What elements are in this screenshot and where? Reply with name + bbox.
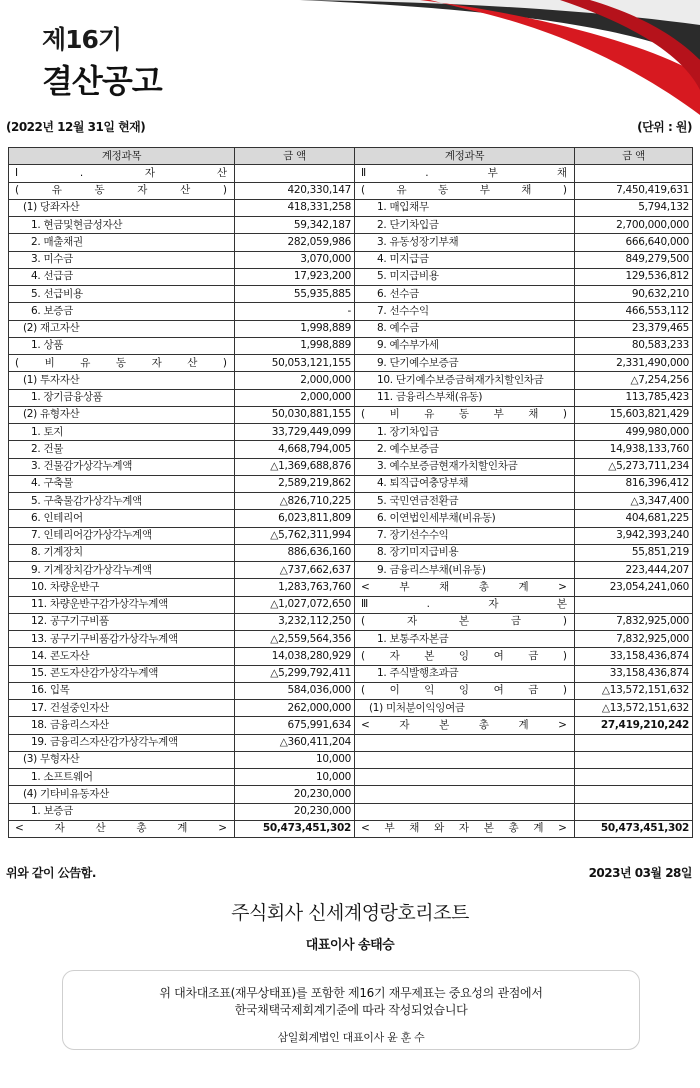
- account-label-right: [355, 458, 575, 475]
- amount-left: 50,473,451,302: [235, 820, 355, 837]
- audit-line-2: 한국채택국제회계기준에 따라 작성되었습니다: [234, 1003, 468, 1017]
- amount-left: 584,036,000: [235, 682, 355, 699]
- account-label-left: [9, 355, 235, 372]
- amount-right: 223,444,207: [575, 562, 693, 579]
- account-label-right: [355, 217, 575, 234]
- amount-left: 2,000,000: [235, 389, 355, 406]
- amount-left: 420,330,147: [235, 182, 355, 199]
- account-label-left: [9, 562, 235, 579]
- table-row: [9, 734, 693, 751]
- company-name: 주식회사 신세계영랑호리조트: [231, 902, 469, 924]
- account-label-left: [9, 406, 235, 423]
- table-body: [9, 165, 693, 838]
- ceo-name: 대표이사 송태승: [305, 938, 395, 953]
- amount-right: △13,572,151,632: [575, 700, 693, 717]
- amount-left: 4,668,794,005: [235, 441, 355, 458]
- audit-line-1: 위 대차대조표(재무상태표)를 포함한 제16기 재무제표는 중요성의 관점에서: [159, 986, 543, 1000]
- account-label-text: 19. 금융리스자산감가상각누계액: [31, 736, 178, 749]
- table-row: [9, 751, 693, 768]
- account-label-left: [9, 320, 235, 337]
- account-label-left: [9, 441, 235, 458]
- amount-right: [575, 596, 693, 613]
- account-label-text: < 부 채 총 계 >: [361, 580, 567, 593]
- table-row: [9, 527, 693, 544]
- account-label-text: 9. 기계장치감가상각누계액: [31, 563, 152, 576]
- amount-left: 3,232,112,250: [235, 613, 355, 630]
- account-label-left: [9, 165, 235, 182]
- account-label-left: [9, 751, 235, 768]
- table-row: [9, 631, 693, 648]
- account-label-right: [355, 493, 575, 510]
- account-label-left: [9, 734, 235, 751]
- amount-left: 50,030,881,155: [235, 406, 355, 423]
- account-label-right: [355, 665, 575, 682]
- amount-right: 2,331,490,000: [575, 355, 693, 372]
- account-label-left: [9, 372, 235, 389]
- account-label-left: [9, 475, 235, 492]
- amount-left: △360,411,204: [235, 734, 355, 751]
- account-label-text: 2. 건물: [31, 442, 64, 455]
- account-label-right: [355, 268, 575, 285]
- amount-left: -: [235, 303, 355, 320]
- amount-left: 1,998,889: [235, 320, 355, 337]
- account-label-left: [9, 596, 235, 613]
- account-label-text: ( 비 유 동 부 채 ): [361, 408, 567, 421]
- account-label-text: 15. 콘도자산감가상각누계액: [31, 667, 159, 680]
- table-row: [9, 337, 693, 354]
- account-label-text: 6. 인테리어: [31, 511, 83, 524]
- account-label-right: [355, 234, 575, 251]
- table-row: [9, 717, 693, 734]
- account-label-left: [9, 510, 235, 527]
- account-label-text: 6. 이연법인세부채(비유동): [377, 511, 496, 524]
- account-label-left: [9, 700, 235, 717]
- account-label-left: [9, 579, 235, 596]
- table-row: [9, 648, 693, 665]
- account-label-left: [9, 424, 235, 441]
- account-label-right: [355, 182, 575, 199]
- account-label-right: [355, 251, 575, 268]
- amount-left: △1,369,688,876: [235, 458, 355, 475]
- table-row: [9, 510, 693, 527]
- table-row: [9, 303, 693, 320]
- amount-right: 23,379,465: [575, 320, 693, 337]
- amount-left: 14,038,280,929: [235, 648, 355, 665]
- account-label-right: [355, 700, 575, 717]
- account-label-right: [355, 751, 575, 768]
- account-label-text: 3. 미수금: [31, 253, 73, 266]
- account-label-text: 7. 장기선수수익: [377, 529, 449, 542]
- account-label-left: [9, 268, 235, 285]
- account-label-text: < 부 채 와 자 본 총 계 >: [361, 822, 567, 835]
- amount-left: 1,998,889: [235, 337, 355, 354]
- account-label-left: [9, 631, 235, 648]
- account-label-left: [9, 458, 235, 475]
- amount-left: 1,283,763,760: [235, 579, 355, 596]
- amount-left: 55,935,885: [235, 286, 355, 303]
- amount-right: [575, 769, 693, 786]
- account-label-text: 5. 미지급비용: [377, 270, 439, 283]
- account-label-right: [355, 820, 575, 837]
- account-label-left: [9, 717, 235, 734]
- account-label-right: [355, 303, 575, 320]
- balance-sheet-table: [8, 147, 693, 838]
- account-label-right: [355, 389, 575, 406]
- account-label-left: [9, 613, 235, 630]
- table-row: [9, 596, 693, 613]
- account-label-right: [355, 199, 575, 216]
- amount-left: 262,000,000: [235, 700, 355, 717]
- account-label-text: 16. 입목: [31, 684, 70, 697]
- unit-label: (단위 : 원): [637, 120, 692, 134]
- amount-right: 113,785,423: [575, 389, 693, 406]
- account-label-text: 14. 콘도자산: [31, 649, 90, 662]
- account-label-text: 5. 선급비용: [31, 287, 83, 300]
- account-label-text: 5. 구축물감가상각누계액: [31, 494, 142, 507]
- account-label-text: 2. 예수보증금: [377, 442, 439, 455]
- account-label-text: < 자 본 총 계 >: [361, 718, 567, 731]
- table-row: [9, 458, 693, 475]
- amount-right: △7,254,256: [575, 372, 693, 389]
- account-label-left: [9, 803, 235, 820]
- account-label-left: [9, 286, 235, 303]
- account-label-text: ( 자 본 금 ): [361, 615, 567, 628]
- account-label-text: 9. 단기예수보증금: [377, 356, 459, 369]
- amount-right: 33,158,436,874: [575, 648, 693, 665]
- account-label-left: [9, 682, 235, 699]
- account-label-right: [355, 424, 575, 441]
- amount-left: △2,559,564,356: [235, 631, 355, 648]
- account-label-left: [9, 217, 235, 234]
- account-label-text: Ⅱ . 부 채: [361, 166, 567, 179]
- amount-right: 15,603,821,429: [575, 406, 693, 423]
- account-label-text: 2. 단기차입금: [377, 218, 439, 231]
- header-amount-right: 금 액: [575, 148, 693, 165]
- header-amount-left: 금 액: [235, 148, 355, 165]
- amount-left: 50,053,121,155: [235, 355, 355, 372]
- table-row: [9, 165, 693, 182]
- account-label-text: 1. 보증금: [31, 805, 73, 818]
- table-row: [9, 493, 693, 510]
- account-label-text: 18. 금융리스자산: [31, 718, 109, 731]
- table-row: [9, 820, 693, 837]
- account-label-text: ( 유 동 부 채 ): [361, 184, 567, 197]
- table-row: [9, 406, 693, 423]
- account-label-text: 11. 금융리스부채(유동): [377, 391, 483, 404]
- amount-left: 3,070,000: [235, 251, 355, 268]
- account-label-left: [9, 665, 235, 682]
- amount-right: 666,640,000: [575, 234, 693, 251]
- account-label-text: 9. 금융리스부채(비유동): [377, 563, 486, 576]
- table-row: [9, 803, 693, 820]
- amount-left: △826,710,225: [235, 493, 355, 510]
- amount-right: [575, 786, 693, 803]
- amount-right: 7,450,419,631: [575, 182, 693, 199]
- table-row: [9, 372, 693, 389]
- table-row: [9, 769, 693, 786]
- account-label-text: 1. 매입채무: [377, 201, 429, 214]
- account-label-text: 1. 장기차입금: [377, 425, 439, 438]
- account-label-text: 1. 장기금융상품: [31, 391, 103, 404]
- table-row: [9, 199, 693, 216]
- amount-right: 5,794,132: [575, 199, 693, 216]
- account-label-left: [9, 544, 235, 561]
- account-label-left: [9, 303, 235, 320]
- account-label-right: [355, 441, 575, 458]
- account-label-text: 3. 건물감가상각누계액: [31, 460, 133, 473]
- account-label-text: 4. 퇴직급여충당부채: [377, 477, 469, 490]
- amount-left: 10,000: [235, 751, 355, 768]
- account-label-text: ( 유 동 자 산 ): [15, 184, 227, 197]
- account-label-left: [9, 389, 235, 406]
- account-label-text: 1. 보통주자본금: [377, 632, 449, 645]
- amount-right: 50,473,451,302: [575, 820, 693, 837]
- auditor-name: 삼일회계법인 대표이사 윤 훈 수: [277, 1031, 425, 1044]
- account-label-right: [355, 596, 575, 613]
- amount-left: 282,059,986: [235, 234, 355, 251]
- amount-right: [575, 751, 693, 768]
- header-account-left: 계정과목: [9, 148, 235, 165]
- account-label-left: [9, 820, 235, 837]
- account-label-text: (4) 기타비유동자산: [23, 787, 109, 800]
- account-label-right: [355, 769, 575, 786]
- account-label-right: [355, 165, 575, 182]
- account-label-text: (1) 당좌자산: [23, 201, 80, 214]
- amount-right: [575, 734, 693, 751]
- account-label-text: 1. 소프트웨어: [31, 770, 93, 783]
- account-label-text: (1) 미처분이익잉여금: [369, 701, 465, 714]
- amount-right: 499,980,000: [575, 424, 693, 441]
- account-label-text: 8. 장기미지급비용: [377, 546, 459, 559]
- account-label-right: [355, 544, 575, 561]
- notice-date: 2023년 03월 28일: [588, 866, 692, 880]
- table-row: [9, 389, 693, 406]
- account-label-left: [9, 527, 235, 544]
- account-label-text: 4. 미지급금: [377, 253, 429, 266]
- period-title: 제16기: [42, 25, 122, 54]
- account-label-left: [9, 199, 235, 216]
- account-label-text: ( 자 본 잉 여 금 ): [361, 649, 567, 662]
- table-row: [9, 217, 693, 234]
- amount-right: 404,681,225: [575, 510, 693, 527]
- table-row: [9, 251, 693, 268]
- account-label-text: 7. 인테리어감가상각누계액: [31, 529, 152, 542]
- account-label-text: 6. 선수금: [377, 287, 419, 300]
- account-label-text: 8. 기계장치: [31, 546, 83, 559]
- account-label-text: 10. 단기예수보증금혀재가치할인차금: [377, 373, 544, 386]
- account-label-text: 1. 토지: [31, 425, 64, 438]
- audit-statement: [63, 985, 639, 1019]
- account-label-right: [355, 631, 575, 648]
- amount-right: [575, 165, 693, 182]
- account-label-text: < 자 산 총 계 >: [15, 822, 227, 835]
- account-label-text: Ⅰ . 자 산: [15, 166, 227, 179]
- amount-right: △3,347,400: [575, 493, 693, 510]
- account-label-right: [355, 613, 575, 630]
- account-label-left: [9, 234, 235, 251]
- amount-right: 27,419,210,242: [575, 717, 693, 734]
- amount-left: 886,636,160: [235, 544, 355, 561]
- account-label-text: 11. 차량운반구감가상각누계액: [31, 598, 168, 611]
- account-label-right: [355, 682, 575, 699]
- account-label-text: 2. 매출채권: [31, 235, 83, 248]
- amount-left: 20,230,000: [235, 803, 355, 820]
- account-label-right: [355, 803, 575, 820]
- header-account-right: 계정과목: [355, 148, 575, 165]
- amount-left: 33,729,449,099: [235, 424, 355, 441]
- table-row: [9, 441, 693, 458]
- account-label-text: (1) 투자자산: [23, 373, 80, 386]
- account-label-right: [355, 734, 575, 751]
- table-row: [9, 320, 693, 337]
- account-label-right: [355, 786, 575, 803]
- amount-left: [235, 165, 355, 182]
- audit-statement-box: [62, 970, 640, 1050]
- account-label-text: 4. 구축물: [31, 477, 73, 490]
- account-label-text: 17. 건설중인자산: [31, 701, 109, 714]
- account-label-right: [355, 717, 575, 734]
- page-title: 결산공고: [42, 62, 162, 100]
- amount-right: 7,832,925,000: [575, 631, 693, 648]
- account-label-text: (2) 재고자산: [23, 322, 80, 335]
- amount-left: 2,000,000: [235, 372, 355, 389]
- account-label-right: [355, 510, 575, 527]
- table-row: [9, 475, 693, 492]
- account-label-right: [355, 372, 575, 389]
- table-row: [9, 234, 693, 251]
- account-label-right: [355, 648, 575, 665]
- account-label-text: 8. 예수금: [377, 322, 419, 335]
- account-label-text: ( 비 유 동 자 산 ): [15, 356, 227, 369]
- account-label-left: [9, 493, 235, 510]
- account-label-text: 3. 유동성장기부채: [377, 235, 459, 248]
- account-label-text: 3. 예수보증금현재가치할인차금: [377, 460, 518, 473]
- account-label-text: 1. 주식발행초과금: [377, 667, 459, 680]
- account-label-text: 13. 공구기구비품감가상각누계액: [31, 632, 178, 645]
- table-row: [9, 613, 693, 630]
- amount-left: 20,230,000: [235, 786, 355, 803]
- account-label-right: [355, 355, 575, 372]
- amount-left: 17,923,200: [235, 268, 355, 285]
- table-row: [9, 786, 693, 803]
- amount-right: 33,158,436,874: [575, 665, 693, 682]
- amount-left: 10,000: [235, 769, 355, 786]
- account-label-right: [355, 562, 575, 579]
- account-label-left: [9, 648, 235, 665]
- account-label-text: 1. 현금및현금성자산: [31, 218, 123, 231]
- account-label-text: Ⅲ . 자 본: [361, 598, 567, 611]
- amount-right: 14,938,133,760: [575, 441, 693, 458]
- amount-left: △737,662,637: [235, 562, 355, 579]
- account-label-right: [355, 527, 575, 544]
- as-of-date: (2022년 12월 31일 현재): [6, 120, 146, 134]
- amount-right: [575, 803, 693, 820]
- table-row: [9, 665, 693, 682]
- amount-right: 3,942,393,240: [575, 527, 693, 544]
- account-label-text: 10. 차량운반구: [31, 580, 100, 593]
- amount-left: △1,027,072,650: [235, 596, 355, 613]
- amount-right: 816,396,412: [575, 475, 693, 492]
- table-row: [9, 286, 693, 303]
- notice-text: 위와 같이 公告함.: [6, 866, 96, 880]
- amount-right: 466,553,112: [575, 303, 693, 320]
- table-row: [9, 562, 693, 579]
- account-label-left: [9, 182, 235, 199]
- amount-left: △5,299,792,411: [235, 665, 355, 682]
- amount-left: 6,023,811,809: [235, 510, 355, 527]
- amount-right: 90,632,210: [575, 286, 693, 303]
- account-label-right: [355, 286, 575, 303]
- account-label-text: (2) 유형자산: [23, 408, 80, 421]
- amount-right: 23,054,241,060: [575, 579, 693, 596]
- account-label-text: (3) 무형자산: [23, 753, 80, 766]
- table-row: [9, 355, 693, 372]
- account-label-left: [9, 769, 235, 786]
- account-label-right: [355, 406, 575, 423]
- account-label-text: 6. 보증금: [31, 304, 73, 317]
- account-label-right: [355, 337, 575, 354]
- amount-left: 418,331,258: [235, 199, 355, 216]
- amount-right: △13,572,151,632: [575, 682, 693, 699]
- account-label-text: ( 이 익 잉 여 금 ): [361, 684, 567, 697]
- table-header-row: [9, 148, 693, 165]
- account-label-left: [9, 786, 235, 803]
- account-label-right: [355, 475, 575, 492]
- account-label-text: 4. 선급금: [31, 270, 73, 283]
- table-row: [9, 182, 693, 199]
- amount-left: 59,342,187: [235, 217, 355, 234]
- account-label-right: [355, 579, 575, 596]
- amount-right: 7,832,925,000: [575, 613, 693, 630]
- amount-right: 55,851,219: [575, 544, 693, 561]
- amount-right: 2,700,000,000: [575, 217, 693, 234]
- amount-left: 675,991,634: [235, 717, 355, 734]
- account-label-left: [9, 337, 235, 354]
- account-label-text: 9. 예수부가세: [377, 339, 439, 352]
- amount-left: △5,762,311,994: [235, 527, 355, 544]
- table-row: [9, 544, 693, 561]
- amount-right: △5,273,711,234: [575, 458, 693, 475]
- table-row: [9, 424, 693, 441]
- account-label-right: [355, 320, 575, 337]
- account-label-text: 7. 선수수익: [377, 304, 429, 317]
- amount-left: 2,589,219,862: [235, 475, 355, 492]
- account-label-text: 5. 국민연금전환금: [377, 494, 459, 507]
- table-row: [9, 700, 693, 717]
- amount-right: 80,583,233: [575, 337, 693, 354]
- amount-right: 849,279,500: [575, 251, 693, 268]
- amount-right: 129,536,812: [575, 268, 693, 285]
- table-row: [9, 682, 693, 699]
- account-label-text: 12. 공구기구비품: [31, 615, 109, 628]
- account-label-text: 1. 상품: [31, 339, 64, 352]
- account-label-left: [9, 251, 235, 268]
- table-row: [9, 579, 693, 596]
- table-row: [9, 268, 693, 285]
